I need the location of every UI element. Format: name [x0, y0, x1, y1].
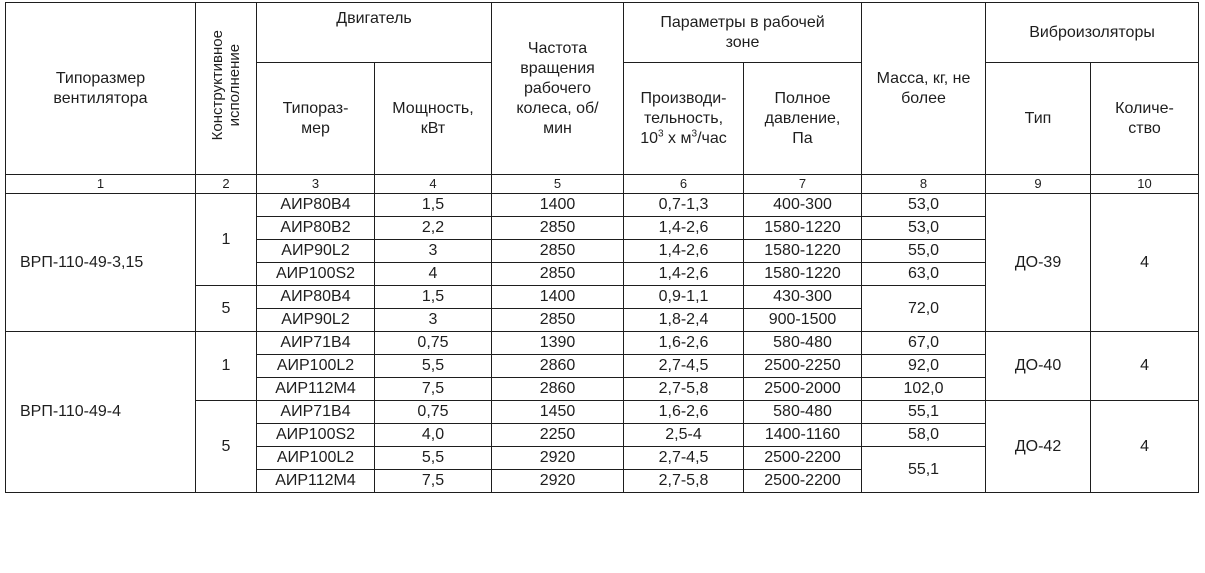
- header-productivity-suffix: /час: [697, 129, 727, 147]
- column-number: 9: [986, 175, 1091, 194]
- column-number: 5: [492, 175, 624, 194]
- capacity-cell: 1,6-2,6: [624, 401, 744, 424]
- header-vibro-count: Количе- ство: [1091, 63, 1199, 175]
- capacity-cell: 1,4-2,6: [624, 263, 744, 286]
- capacity-cell: 0,7-1,3: [624, 194, 744, 217]
- pressure-cell: 580-480: [744, 401, 862, 424]
- column-number: 6: [624, 175, 744, 194]
- mass-cell: 53,0: [862, 194, 986, 217]
- rpm-cell: 2250: [492, 424, 624, 447]
- rpm-cell: 2860: [492, 355, 624, 378]
- power-cell: 4,0: [375, 424, 492, 447]
- motor-cell: АИР112М4: [257, 378, 375, 401]
- mass-cell: 58,0: [862, 424, 986, 447]
- rpm-cell: 1390: [492, 332, 624, 355]
- vibro-count-cell: 4: [1091, 332, 1199, 401]
- pressure-cell: 1580-1220: [744, 217, 862, 240]
- power-cell: 2,2: [375, 217, 492, 240]
- rpm-cell: 1400: [492, 286, 624, 309]
- motor-cell: АИР90L2: [257, 309, 375, 332]
- capacity-cell: 2,7-4,5: [624, 447, 744, 470]
- vibro-count-cell: 4: [1091, 194, 1199, 332]
- mass-cell: 53,0: [862, 217, 986, 240]
- header-vibro-type: Тип: [986, 63, 1091, 175]
- rpm-cell: 2850: [492, 263, 624, 286]
- header-motor-group: Двигатель: [257, 3, 492, 63]
- pressure-cell: 1400-1160: [744, 424, 862, 447]
- mass-cell: 67,0: [862, 332, 986, 355]
- vibro-type-cell: ДО-40: [986, 332, 1091, 401]
- fan-spec-table: [5, 2, 1199, 493]
- capacity-cell: 1,8-2,4: [624, 309, 744, 332]
- mass-cell: 102,0: [862, 378, 986, 401]
- execution-cell: 1: [196, 194, 257, 286]
- mass-cell: 55,0: [862, 240, 986, 263]
- motor-cell: АИР100S2: [257, 424, 375, 447]
- motor-cell: АИР112М4: [257, 470, 375, 493]
- header-motor-power: Мощность, кВт: [375, 63, 492, 175]
- header-productivity-prefix: Производи- тельность, 10: [640, 89, 727, 147]
- column-number: 3: [257, 175, 375, 194]
- column-number: 4: [375, 175, 492, 194]
- header-productivity-sup2: 3: [691, 128, 698, 140]
- pressure-cell: 1580-1220: [744, 263, 862, 286]
- execution-cell: 5: [196, 286, 257, 332]
- rpm-cell: 2920: [492, 470, 624, 493]
- motor-cell: АИР71В4: [257, 401, 375, 424]
- rpm-cell: 2920: [492, 447, 624, 470]
- header-vibro-group: Виброизоляторы: [986, 3, 1199, 63]
- capacity-cell: 2,7-5,8: [624, 470, 744, 493]
- fan-size-cell: ВРП-110-49-3,15: [6, 194, 196, 332]
- mass-cell: 55,1: [862, 447, 986, 493]
- power-cell: 5,5: [375, 447, 492, 470]
- power-cell: 0,75: [375, 332, 492, 355]
- rpm-cell: 2850: [492, 240, 624, 263]
- capacity-cell: 2,7-4,5: [624, 355, 744, 378]
- header-row-1: [6, 3, 1199, 63]
- mass-cell: 55,1: [862, 401, 986, 424]
- table-row: [6, 194, 1199, 217]
- mass-cell: 72,0: [862, 286, 986, 332]
- rpm-cell: 1450: [492, 401, 624, 424]
- header-rotation-speed: Частота вращения рабочего колеса, об/ мин: [492, 3, 624, 175]
- pressure-cell: 2500-2250: [744, 355, 862, 378]
- pressure-cell: 2500-2200: [744, 447, 862, 470]
- header-mass: Масса, кг, не более: [862, 3, 986, 175]
- power-cell: 1,5: [375, 194, 492, 217]
- power-cell: 1,5: [375, 286, 492, 309]
- mass-cell: 63,0: [862, 263, 986, 286]
- rpm-cell: 1400: [492, 194, 624, 217]
- pressure-cell: 580-480: [744, 332, 862, 355]
- header-params-group: Параметры в рабочей зоне: [624, 3, 862, 63]
- power-cell: 4: [375, 263, 492, 286]
- column-number-row: [6, 175, 1199, 194]
- execution-cell: 1: [196, 332, 257, 401]
- column-number: 2: [196, 175, 257, 194]
- motor-cell: АИР100L2: [257, 447, 375, 470]
- header-productivity-sup: 3: [658, 128, 664, 140]
- header-productivity-mid: х м: [663, 129, 692, 147]
- column-number: 7: [744, 175, 862, 194]
- capacity-cell: 1,6-2,6: [624, 332, 744, 355]
- motor-cell: АИР80В4: [257, 286, 375, 309]
- vibro-type-cell: ДО-39: [986, 194, 1091, 332]
- pressure-cell: 430-300: [744, 286, 862, 309]
- motor-cell: АИР100L2: [257, 355, 375, 378]
- column-number: 1: [6, 175, 196, 194]
- header-execution-label: Конструктивное исполнение: [209, 30, 243, 141]
- column-number: 8: [862, 175, 986, 194]
- motor-cell: АИР80В2: [257, 217, 375, 240]
- capacity-cell: 1,4-2,6: [624, 240, 744, 263]
- rpm-cell: 2860: [492, 378, 624, 401]
- motor-cell: АИР100S2: [257, 263, 375, 286]
- header-execution: [196, 3, 257, 175]
- rpm-cell: 2850: [492, 309, 624, 332]
- capacity-cell: 1,4-2,6: [624, 217, 744, 240]
- vibro-count-cell: 4: [1091, 401, 1199, 493]
- vibro-type-cell: ДО-42: [986, 401, 1091, 493]
- rpm-cell: 2850: [492, 217, 624, 240]
- pressure-cell: 2500-2200: [744, 470, 862, 493]
- power-cell: 5,5: [375, 355, 492, 378]
- column-number: 10: [1091, 175, 1199, 194]
- power-cell: 3: [375, 240, 492, 263]
- power-cell: 0,75: [375, 401, 492, 424]
- pressure-cell: 900-1500: [744, 309, 862, 332]
- header-pressure: Полное давление, Па: [744, 63, 862, 175]
- mass-cell: 92,0: [862, 355, 986, 378]
- execution-cell: 5: [196, 401, 257, 493]
- table-row: [6, 332, 1199, 355]
- pressure-cell: 400-300: [744, 194, 862, 217]
- fan-size-cell: ВРП-110-49-4: [6, 332, 196, 493]
- power-cell: 3: [375, 309, 492, 332]
- capacity-cell: 0,9-1,1: [624, 286, 744, 309]
- power-cell: 7,5: [375, 378, 492, 401]
- power-cell: 7,5: [375, 470, 492, 493]
- motor-cell: АИР71В4: [257, 332, 375, 355]
- motor-cell: АИР90L2: [257, 240, 375, 263]
- pressure-cell: 1580-1220: [744, 240, 862, 263]
- capacity-cell: 2,7-5,8: [624, 378, 744, 401]
- header-productivity: [624, 63, 744, 175]
- capacity-cell: 2,5-4: [624, 424, 744, 447]
- header-motor-type: Типораз- мер: [257, 63, 375, 175]
- motor-cell: АИР80В4: [257, 194, 375, 217]
- header-fan-size: Типоразмер вентилятора: [6, 3, 196, 175]
- pressure-cell: 2500-2000: [744, 378, 862, 401]
